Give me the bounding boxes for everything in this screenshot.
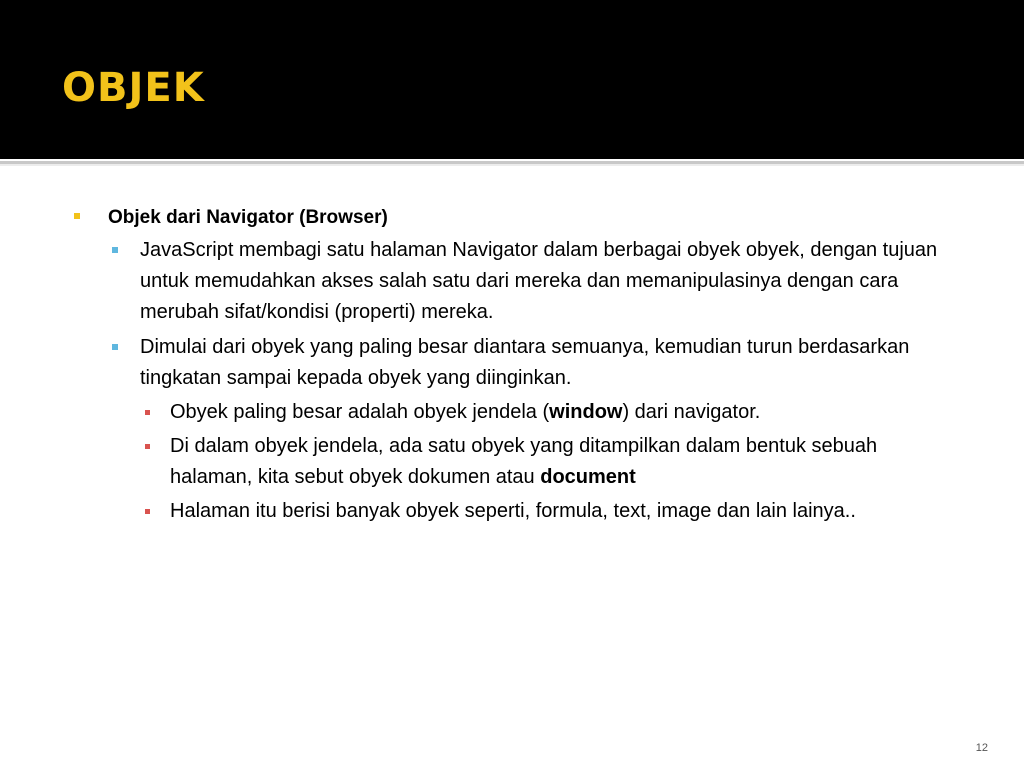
bullet-level2-hierarchy [140, 332, 970, 394]
text-segment: Di dalam obyek jendela, ada satu obyek yang ditampilkan dalam bentuk sebuah halaman, kita sebut obyek dokumen atau [170, 435, 878, 488]
bullet-text: Dimulai dari obyek yang paling besar diantara semuanya, kemudian turun berdasarkan tingkatan sampai kepada obyek yang diinginkan. [140, 336, 910, 389]
square-bullet-icon [145, 410, 150, 415]
bullet-text: JavaScript membagi satu halaman Navigator dalam berbagai obyek obyek, dengan tujuan untuk memudahkan akses salah satu dari mereka dan memanipulasinya dengan cara merubah sifat/kondisi (properti) mereka. [140, 239, 938, 323]
keyword-window: window [549, 401, 623, 423]
bullet-level3-document [170, 431, 970, 493]
square-bullet-icon [112, 247, 118, 253]
slide-number: 12 [975, 742, 988, 754]
bullet-list [70, 205, 970, 527]
bullet-level1-navigator-objects [70, 205, 970, 231]
square-bullet-icon [74, 213, 80, 219]
bullet-text [170, 397, 950, 428]
square-bullet-icon [145, 444, 150, 449]
text-segment: ) dari navigator. [622, 401, 761, 423]
bullet-level3-page-contents [170, 496, 970, 527]
bullet-text: Halaman itu berisi banyak obyek seperti, formula, text, image dan lain lainya.. [170, 500, 856, 522]
keyword-document: document [540, 466, 636, 488]
text-segment: Obyek paling besar adalah obyek jendela ( [170, 401, 550, 423]
bullet-level2-javascript [140, 235, 970, 328]
slide-title: OBJEK [62, 65, 205, 111]
title-divider [0, 160, 1024, 166]
square-bullet-icon [112, 344, 118, 350]
square-bullet-icon [145, 509, 150, 514]
bullet-heading-text: Objek dari Navigator (Browser) [108, 207, 388, 228]
bullet-text [170, 431, 950, 493]
bullet-level3-window [170, 397, 970, 428]
